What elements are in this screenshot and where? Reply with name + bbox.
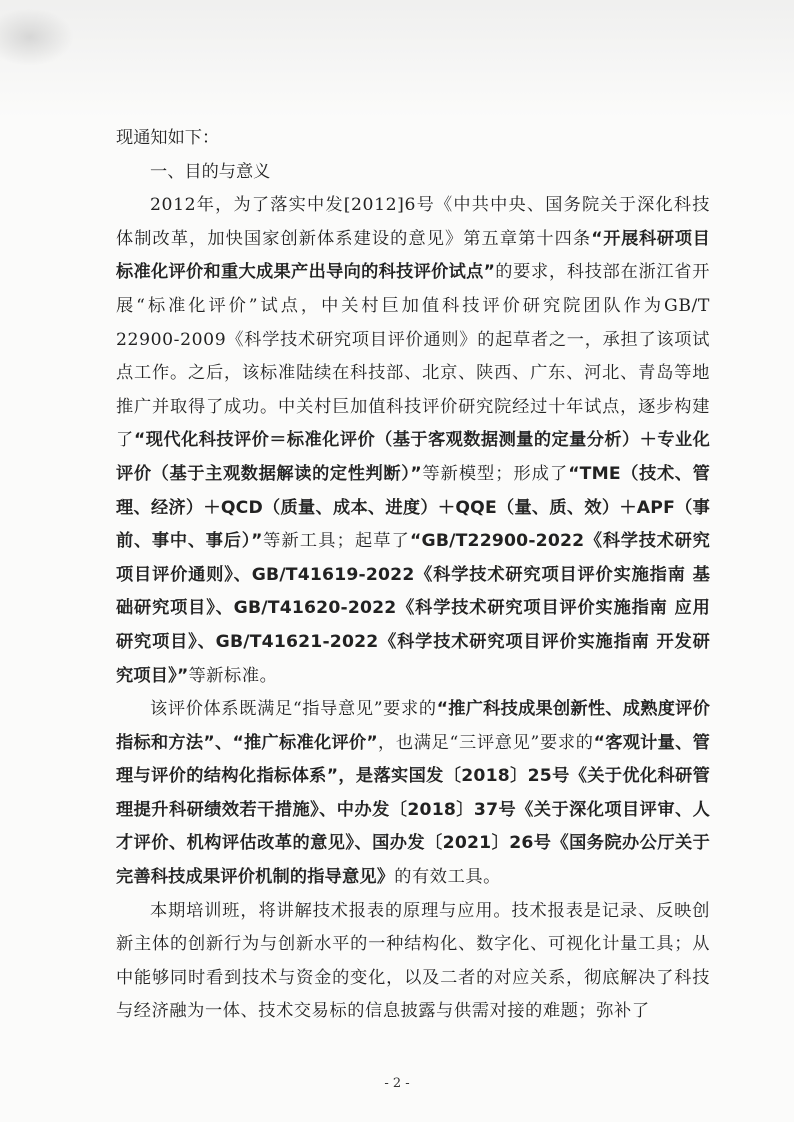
p2-text-1: 该评价体系既满足“指导意见”要求的 [150,699,437,720]
paragraph-training: 本期培训班，将讲解技术报表的原理与应用。技术报表是记录、反映创新主体的创新行为与创新水平的一种结构化、数字化、可视化计量工具；从中能够同时看到技术与资金的变化，以及二者的对应关系，彻底解决了科技与经济融为一体、技术交易标的信息披露与供需对接的难题；弥补了 [116,900,710,1022]
p1-text-2: 的要求，科技部在浙江省开展“标准化评价”试点，中关村巨加值科技评价研究院团队作为GB/T 22900-2009《科学技术研究项目评价通则》的起草者之一，承担了该项试点工作。之后，该标准陆续在科技部、北京、陕西、广东、河北、青岛等地推广并取得了成功。中关村巨加值科技评价研究院经过十年试点，逐步构建了 [116,262,710,451]
document-body [116,122,710,1029]
notice-lead: 现通知如下： [116,128,220,148]
p1-bold-2: “现代化科技评价＝标准化评价（基于客观数据测量的定量分析）＋专业化评价（基于主观数据解读的定性判断）” [116,430,710,484]
p2-text-2: ，也满足“三评意见”要求的 [377,732,594,753]
p2-bold-2: “客观计量、管理与评价的结构化指标体系”，是落实国发〔2018〕25号《关于优化科研管理提升科研绩效若干措施》、中办发〔2018〕37号《关于深化项目评审、人才评价、机构评估改革的意见》、国办发〔2021〕26号《国务院办公厅关于完善科技成果评价机制的指导意见》 [116,732,710,888]
p2-text-3: 的有效工具。 [394,867,501,888]
p1-text-4: 等新工具；起草了 [262,531,411,552]
p1-bold-3: “TME（技术、管理、经济）＋QCD（质量、成本、进度）＋QQE（量、质、效）＋APF（事前、事中、事后）” [116,463,710,552]
p1-bold-4: “GB/T22900-2022《科学技术研究项目评价通则》、GB/T41619-2022《科学技术研究项目评价实施指南 基础研究项目》、GB/T41620-2022《科学技术研究项目评价实施指南 应用研究项目》、GB/T41621-2022《科学技术研究项目评价实施指南 开发研究项目》” [116,531,711,686]
page-number: - 2 - [384,1076,410,1091]
p1-text-3: 等新模型；形成了 [421,463,569,484]
section-heading: 一、目的与意义 [150,161,271,182]
p1-bold-1: “开展科研项目标准化评价和重大成果产出导向的科技评价试点” [116,228,710,283]
p2-bold-1: “推广科技成果创新性、成熟度评价指标和方法”、“推广标准化评价” [116,699,710,753]
paragraph-purpose [116,189,710,693]
p1-text-1: 2012年，为了落实中发[2012]6号《中共中央、国务院关于深化科技体制改革，加快国家创新体系建设的意见》第五章第十四条 [116,195,710,249]
p1-text-5: 等新标准。 [188,665,278,686]
scan-shadow [0,0,794,118]
scan-mark [0,8,74,66]
paragraph-evaluation-system [116,693,710,895]
